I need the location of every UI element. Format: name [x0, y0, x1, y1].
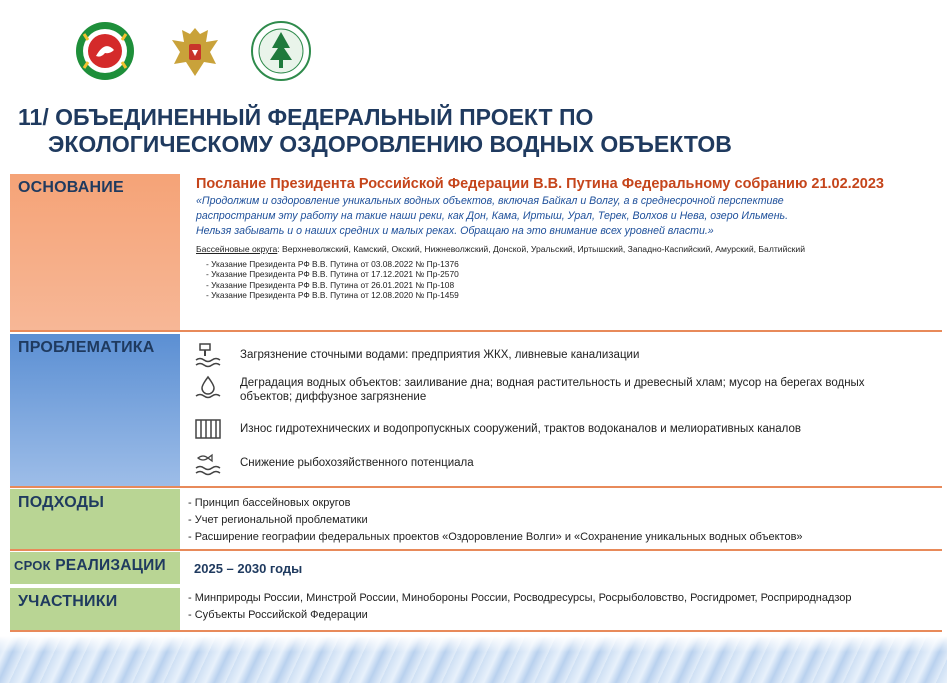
basins-label: Бассейновые округа — [196, 244, 278, 254]
approaches-label: ПОДХОДЫ — [10, 489, 180, 549]
page-title — [18, 104, 918, 158]
title-line-2: ЭКОЛОГИЧЕСКОМУ ОЗДОРОВЛЕНИЮ ВОДНЫХ ОБЪЕКТОВ — [48, 131, 732, 157]
basis-content — [180, 174, 942, 330]
term-label-small: СРОК — [14, 558, 51, 573]
problems-label: ПРОБЛЕМАТИКА — [10, 334, 180, 486]
list-item: - Расширение географии федеральных проектов «Оздоровление Волги» и «Сохранение уникальных водных объектов» — [188, 531, 803, 543]
basis-row — [10, 174, 942, 332]
approaches-list — [180, 489, 942, 546]
decree-list — [206, 259, 942, 301]
basis-heading: Послание Президента Российской Федерации В.В. Путина Федеральному собранию 21.02.2023 — [196, 176, 884, 192]
participants-list — [180, 588, 942, 624]
basin-districts — [196, 244, 942, 254]
term-value: 2025 – 2030 годы — [194, 561, 303, 576]
approaches-content — [180, 489, 942, 549]
list-item: - Минприроды России, Минстрой России, Минобороны России, Росводресурсы, Росрыболовство, Росгидромет, Росприроднадзор — [188, 592, 852, 604]
list-item: - Субъекты Российской Федерации — [188, 609, 368, 621]
title-line-1: 11/ ОБЪЕДИНЕННЫЙ ФЕДЕРАЛЬНЫЙ ПРОЕКТ ПО — [18, 104, 594, 130]
decorative-footer — [0, 636, 947, 683]
term-content — [180, 552, 942, 584]
quote-line: распространим эту работу на такие наши реки, как Дон, Кама, Иртыш, Урал, Терек, Волхов и Нева, озеро Ильмень. — [196, 210, 789, 222]
decree-item: - Указание Президента РФ В.В. Путина от 17.12.2021 № Пр-2570 — [206, 269, 459, 280]
problem-text: Загрязнение сточными водами: предприятия ЖКХ, ливневые канализации — [240, 349, 640, 361]
list-item: - Принцип бассейновых округов — [188, 497, 351, 509]
problem-text: Снижение рыбохозяйственного потенциала — [240, 457, 474, 469]
problems-row — [10, 334, 942, 488]
problems-content — [180, 334, 942, 486]
problem-text: Деградация водных объектов: заиливание дна; водная растительность и древесный хлам; мусор на берегах водных объектов; диффузное загрязнение — [240, 377, 865, 403]
participants-label: УЧАСТНИКИ — [10, 588, 180, 630]
sewage-pollution-icon — [194, 342, 222, 368]
russia-coat-of-arms-icon — [164, 20, 226, 82]
participants-content — [180, 588, 942, 630]
quote-line: «Продолжим и оздоровление уникальных водных объектов, включая Байкал и Волгу, а в среднесрочной перспективе — [196, 195, 784, 207]
term-label-main: РЕАЛИЗАЦИИ — [55, 557, 166, 574]
basins-list: : Верхневолжский, Камский, Окский, Нижневолжский, Донской, Уральский, Иртышский, Западно-Каспийский, Амурский, Балтийский — [277, 244, 806, 254]
list-item: - Учет региональной проблематики — [188, 514, 368, 526]
president-quote — [196, 194, 942, 239]
basis-label: ОСНОВАНИЕ — [10, 174, 180, 330]
ministry-ecology-logo-icon — [250, 20, 312, 82]
decree-item: - Указание Президента РФ В.В. Путина от 26.01.2021 № Пр-108 — [206, 279, 455, 290]
quote-line: Нельзя забывать и о наших средних и малых реках. Обращаю на это внимание всех уровней власти.» — [196, 225, 714, 237]
approaches-row — [10, 489, 942, 551]
term-label — [10, 552, 180, 584]
term-row — [10, 552, 942, 584]
water-drop-icon — [194, 374, 222, 400]
tatarstan-emblem-icon — [74, 20, 136, 82]
fish-stock-icon — [194, 450, 222, 476]
decree-item: - Указание Президента РФ В.В. Путина от 12.08.2020 № Пр-1459 — [206, 290, 459, 301]
problem-text: Износ гидротехнических и водопропускных сооружений, трактов водоканалов и мелиоративных каналов — [240, 423, 801, 435]
hydraulic-structure-icon — [194, 416, 222, 442]
decree-item: - Указание Президента РФ В.В. Путина от 03.08.2022 № Пр-1376 — [206, 259, 459, 269]
participants-row — [10, 588, 942, 632]
